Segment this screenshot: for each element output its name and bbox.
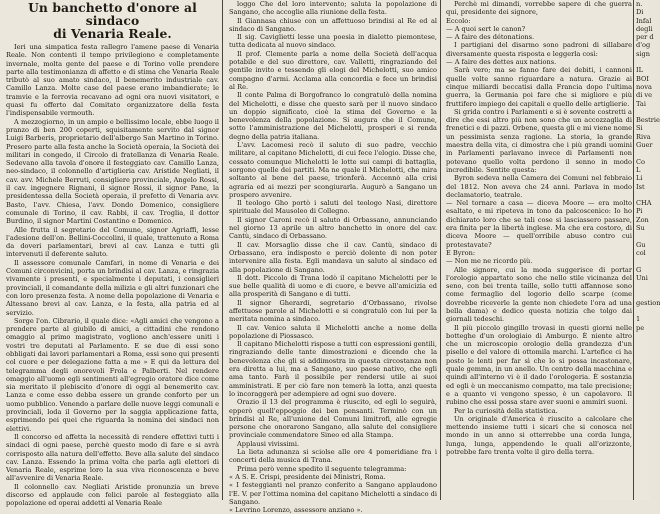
strip-fragment: 1 [636, 315, 641, 324]
strip-fragment: Di [636, 8, 644, 17]
article-paragraph: Il cav. Morsaglio disse che il cav. Cantù, sindaco di Orbassano, era indisposto e perciò dolente di non poter intervenire alla festa. Egli mandava un saluto al sindaco ed alla popolazione di Sangano. [229, 240, 437, 274]
strip-fragment: L [636, 165, 641, 174]
column-rule [222, 0, 223, 500]
article-paragraph: La lieta adunanza si sciolse alle ore 4 pomeridiane fra i concerti della musica di Trana. [229, 448, 437, 465]
strip-fragment: Gu [636, 240, 646, 249]
headline-line-1: Un banchetto d'onore al sindaco [28, 0, 197, 28]
strip-fragment: Pi [636, 207, 643, 216]
article-paragraph: — A faire des dettes aux nations. [446, 58, 557, 67]
article-paragraph: Il Giannasa chiuse con un affettuoso brindisi al Re ed al sindaco di Sangano. [229, 16, 437, 33]
strip-fragment: Li [636, 174, 643, 183]
strip-fragment: Si [636, 124, 643, 133]
strip-fragment [636, 290, 650, 298]
article-paragraph: Il sig. Caviglietti lesse una poesia in dialetto piemontese, tutta dedicata al nuovo sindaco. [229, 33, 437, 50]
article-paragraph: E Byron: [446, 248, 476, 257]
article-headline [6, 1, 219, 40]
article-paragraph: Perchè mi dimandi, vorrebbe sapere di che guerra qui, presidente dei signore, [446, 0, 632, 17]
strip-fragment [636, 282, 650, 290]
article-paragraph: L'avv. Lacomesi recò il saluto di suo padre, vecchio militare, al capitano Michelotti, di cui fece l'elogio. Disse che, cessato comunque Michelotti le lotte sui campi di battaglia, sorgono quelle dei partiti. Ma ne quale il Michelotti, che mira soltanto al bene del paese, trionferà. Accennò alla crisi agraria ed ai mezzi per scongiurarla. Augurò a Sangano un prospero avvenire. [229, 141, 437, 199]
strip-fragment: n. [636, 0, 643, 8]
column-4-body [636, 0, 660, 332]
strip-fragment [636, 108, 650, 116]
article-paragraph: Per la curiosità della statistica. [454, 406, 558, 415]
article-paragraph: Applausi vivissimi. [237, 439, 300, 448]
strip-fragment: per d [636, 33, 654, 42]
column-3 [446, 0, 632, 500]
strip-fragment: Bestrie [636, 116, 660, 125]
strip-fragment [636, 307, 650, 315]
article-paragraph: I partigiani del disarmo sono padroni di sillabare diversamente questa risposta e leggerla così: [446, 41, 632, 58]
article-paragraph: Il teologo Gho portò i saluti del teologo Nasi, direttore spirituale del Mausoleo di Collegno. [229, 199, 437, 216]
article-paragraph: loggo Che del loro intervento; saluta la popolazione di Sangano, che accoglie alla riunione della festa. [229, 0, 437, 17]
column-4-strip [636, 0, 660, 500]
strip-fragment: Uni [636, 273, 648, 282]
strip-fragment [636, 149, 650, 157]
strip-fragment: d'og [636, 41, 651, 50]
strip-fragment: pe [636, 323, 645, 332]
article-paragraph: Il più piccolo gingillo trovasi in questi giorni nelle botteghe d'un orologiaio di Amburgo. È niente altro che un microscopio orologio della grandezza d'un pisello e del valore di ottomila marchi. L'artefice ci ha posto le lenti per far sì che lo si possa incastonare, quale gemma, in un anello. Un centro della macchina e quindi all'interno vi è il dado l'orologeria. È sostanzia ed egli è un meccanismo compatto, ma tale precisione; e a quanto vi vengono spesso, è un capolavoro. Il rubino che essi possa stare aver suoni e ammiri suoni. [446, 323, 632, 407]
strip-fragment: IL [636, 66, 643, 75]
article-paragraph: Un originale d'America è riuscito a calcolare che mettendo insieme tutti i sicari che si conosca nel mondo in un anno si otterrebbe una corda lunga, lunga, lunga, appendendo le quali all'orizzonte, potrebbe fare trenta volte il giro della terra. [446, 414, 632, 457]
strip-fragment: Infal [636, 16, 652, 25]
headline-line-2: di Venaria Reale. [53, 26, 172, 41]
strip-fragment: di ve [636, 91, 653, 100]
column-rule [633, 0, 634, 500]
strip-fragment: degli [636, 24, 653, 33]
strip-fragment: col [636, 248, 646, 257]
strip-fragment [636, 191, 650, 199]
article-paragraph: « A S. E. Crispi, presidente dei Ministri, Roma. [229, 472, 386, 481]
article-paragraph: Il signor Caroni recò il saluto di Orbassano, annunciando nel giorno 13 aprile un altro banchetto in onore del cav. Cantù, sindaco di Orbassano. [229, 215, 437, 241]
strip-fragment: Su [636, 224, 645, 233]
article-paragraph: Sarà vero; ma se fanno fare dei debiti, i cannoni quelle volte sanno riguardare a natura. Grazie ai cinque miliardi beccatisi dalla Francia dopo l'ultima guerra, la Germania poi fare che si migliore e più fruttifero impiego dei capitali e quello delle artiglierie. [446, 66, 632, 108]
article-paragraph: Il concorso ed affetta la necessità di rendere effettivi tutti i sindaci di ogni paese, perchè questo modo di fare e si avrà corrisposto alla natura dell'effetto. Beve alla salute del sindaco cav. Lanza. Essendo la prima volta che parla agli elettori di Venaria Reale, esprime loro la sua viva riconoscenza e beve all'avvenire di Venaria Reale. [6, 432, 219, 483]
strip-fragment: Ist [636, 182, 645, 191]
column-1 [6, 0, 219, 508]
column-2-body [229, 0, 437, 514]
strip-fragment: Tai [636, 99, 646, 108]
strip-fragment: Guer [636, 141, 653, 150]
article-paragraph: Il dott. Piccolo di Trana lodò il capitano Michelotti per le sue belle qualità di uomo e di cuore, e bevve all'amicizia ed alla prosperità di Sangano e di tutti. [229, 273, 437, 299]
strip-fragment: gestion [636, 298, 660, 307]
article-paragraph: — Non me ne ricordo più. [446, 257, 533, 266]
article-paragraph: Byron sedeva nella Camera dei Comuni nel febbraio del 1812. Non aveva che 24 anni. Parlava in modo declamatorio, teatrale. [446, 174, 632, 199]
article-paragraph: — Nel tornare a casa — diceva Moore — era molto esaltato, e mi ripeteva in tono da palcoscenico: Io ho dichiarato loro che se tali cose si lasciassero passare, era finita per la libertà inglese. Ma che era costoro, di diceva Moore — quell'orribile abuso contro cui protestavate? [446, 199, 632, 249]
column-rule [440, 0, 441, 500]
strip-fragment: Riva [636, 132, 651, 141]
article-paragraph: Prima però venne spedito il seguente telegramma: [237, 464, 407, 473]
column-3-body [446, 0, 632, 456]
article-paragraph: — A quoi sert le canon? [446, 24, 526, 33]
article-paragraph: Il cav. Venico saluta il Michelotti anche a nome della popolazione di Piossasco. [229, 323, 437, 340]
article-paragraph: Orazio il 13 del programma è riuscito, ed egli lo seguirà, epperò quell'eppoggio dei ben pensanti. Terminò con un brindisi al Re, all'unione del Comuni limitrofi, alle egregie persone che onorarono Sangano, alla salute del consigliere provinciale commendatore Sineo ed alla Stampa. [229, 398, 437, 440]
article-paragraph: Alle frutta il segretario del Comune, signor Agriaffi, lesse l'adesione dell'on. Bellini-Coccolini, il quale, trattenuto a Roma da doveri parlamentari, brevi al cav. Lanza e tutti gli intervenuti il deferente saluto. [6, 225, 219, 259]
strip-fragment: G [636, 265, 642, 274]
article-paragraph: Il signor Gherardi, segretario d'Orbassano, rivolse affettuose parole al Michelotti e si congratulò con lui per la meritata nomina a sindaco. [229, 298, 437, 324]
article-paragraph: Il conte Palma di Borgofranco lo congratulò della nomina del Michelotti, e disse che questo sarà per il nuovo sindaco un doppio significato, cioè la stima del Governo e la benevolenza della popolazione. Si augura che il Comune, sotto l'amministrazione del Michelotti, prosperi e si renda degno della patria italiana. [229, 91, 437, 141]
strip-fragment: BOI [636, 74, 649, 83]
strip-fragment: CHA [636, 199, 652, 208]
article-paragraph: « I festeggianti nel pranzo conferito a Sangano applaudono l'E. V. per l'ottima nomina del capitano Michelotti a sindaco di Sangano. [229, 481, 437, 506]
strip-fragment [636, 58, 650, 66]
article-paragraph: A mezzogiorno, in un ampio e bellissimo locale, ebbe luogo il pranzo di ben 200 coperti, squisitamente servito dal signor Luigi Barberis, proprietario dell'albergo San Martino in Torino. Presero parte alla festa anche la Società operaia, la Società dei militari in congedo, il Circolo di fratellanza di Venaria Reale. Sedevano alla tavola d'onore il festeggiato cav. Camillo Lanza, neo-sindaco, il colonnello d'artiglieria cav. Aristide Negliati, il cav. avv. Michele Berruti, consigliere provinciale, Angelo Rossi, il cav. ingegnere Rignani, il signor Rossi, il signor Pane, la presidentessa della Società operaia, il prefetto di Venaria avv. Basto, l'avv. Chiesa, l'avv. Dondo Domenico, consigliere comunale di Torino, il cav. Rabbi, il cav. Troglia, il dottor Burdino, il signor Martini Costantino e Domenico. [6, 117, 219, 226]
strip-fragment: Zon [636, 215, 649, 224]
article-paragraph: Ieri una simpatica festa rallegro l'amene paese di Venaria Reale. Non contenti il tempo privilegiono e completamente invernale, molta gente del paese e di Torino volle prendere parte alla testimonianza di affetto e di stima che Venaria Reale tributò al suo amato sindaco, il benemerito industriale cav. Camillo Lanza. Molte case del paese erano imbandierate; le tramvie e la ferrovia recavano ad ogni ora nuovi visitatori, e quasi fu offerto dal Comitato organizzatore della festa l'indispensabile vermouth. [6, 43, 219, 118]
article-paragraph: Eccolo: [446, 16, 471, 25]
strip-fragment: nova [636, 82, 652, 91]
article-paragraph: « Levrino Lorenzo, assessore anziano ». [229, 506, 363, 514]
article-paragraph: — A faire des détonations. [446, 33, 535, 42]
article-paragraph: Il prof. Clemente parla a nome della Società dell'acqua potabile e del suo direttore, cav. Valletti, ringraziando del gentile invito e tessendo gli elogi del Michelotti, suo amico compagno d'armi. Acclama alla concordia e fece un brindisi al Re. [229, 49, 437, 91]
article-paragraph: Sorge l'on. Cibrario, il quale dice: «Agli amici che vengono a prendere parte al giubilo di amici, a cittadini che rendono omaggio al primo magistrato, vogliono anch'essere uniti i vostri tre deputati al Parlamento. E se due di essi sono obbligati dai lavori parlamentari a Roma, essi sono qui presenti col cuore e per delegazione fatta a me » E qui da lettura del telegramma degli onorevoli Frola e Palberti. Nel rendere omaggio all'uomo egli sentimenti all'egregio oratore dice come sia meritato il plebiscito d'onore di oggi al benemerito cav. Lanza e come esso debba essere un grande conforto per un uomo pubblico. Venendo a parlare delle nuove leggi comunali e provinciali, loda il Governo per la saggia applicazione fatta, esprimendo pei quei che riguarda la nomina dei sindaci non elettivi. [6, 316, 219, 433]
column-1-body [6, 43, 219, 508]
column-2 [229, 0, 437, 514]
article-paragraph: Alle signore, cui la moda suggerisce di portar l'orologio appartato sono che nello stile vicinanza del seno, con bei trenta taille, sollo tutti affannose sono come fermaglio del logorio dello scarpe (come dovrebbe riceverle la gente non chiedete l'ora ad una bella dama) e dedico questa notizia che tolgo dai giornali tedeschi. [446, 265, 632, 324]
strip-fragment [636, 257, 650, 265]
article-paragraph: Il capitano Michelotti rispose a tutti con espressioni gentili, ringraziando delle tante dimostrazioni e dicendo che la benevolenza che gli si addimostra in questa circostanza non era diretta a lui, ma a Sangano, suo paese nativo, che egli ama tanto. Farà il possibile per rendersi utile ai suoi amministrati. E per ciò fare non temerà la lotta, anzi questa lo incoraggerà per adempiere ad ogni suo dovere. [229, 340, 437, 398]
strip-fragment: sign [636, 49, 650, 58]
strip-fragment: Co [636, 157, 646, 166]
article-paragraph: Il assessore comunale Camfari, in nome di Venaria e dei Comuni circonvicini, porta un brindisi al cav. Lanza, e ringrazia vivamente i presenti, e specialmente i deputati, i consiglieri provinciali, il comandante della milizia e gli altri funzionari che con loro presenza festa. A nome della popolazione di Venaria e Altessano brevi al cav. Lanza, e la festa, alla patria ed al servizio. [6, 258, 219, 317]
article-paragraph: Si grida contro i Parlamenti e si è sovente costretti a dire che essi altro più non sono che un accozzaglia di frenetici e di pazzi. Orbene, questa gli e mi viene nome un pessimista senza ragione. La storia, la grande maestra della vita, ci dimostra che i più grandi uomini in Parlamenti parlavano invece di Parlamenti non potevano quello volta perdono il senno in modo incredibile. Sentite questa: [446, 107, 632, 174]
strip-fragment [636, 232, 650, 240]
article-paragraph: Il colonnello cav. Negliati Aristide pronunzia un breve discorso ed applaude con felici parole al festeggiato alla popolazione ed operai addetti al Venaria Reale [6, 482, 219, 508]
